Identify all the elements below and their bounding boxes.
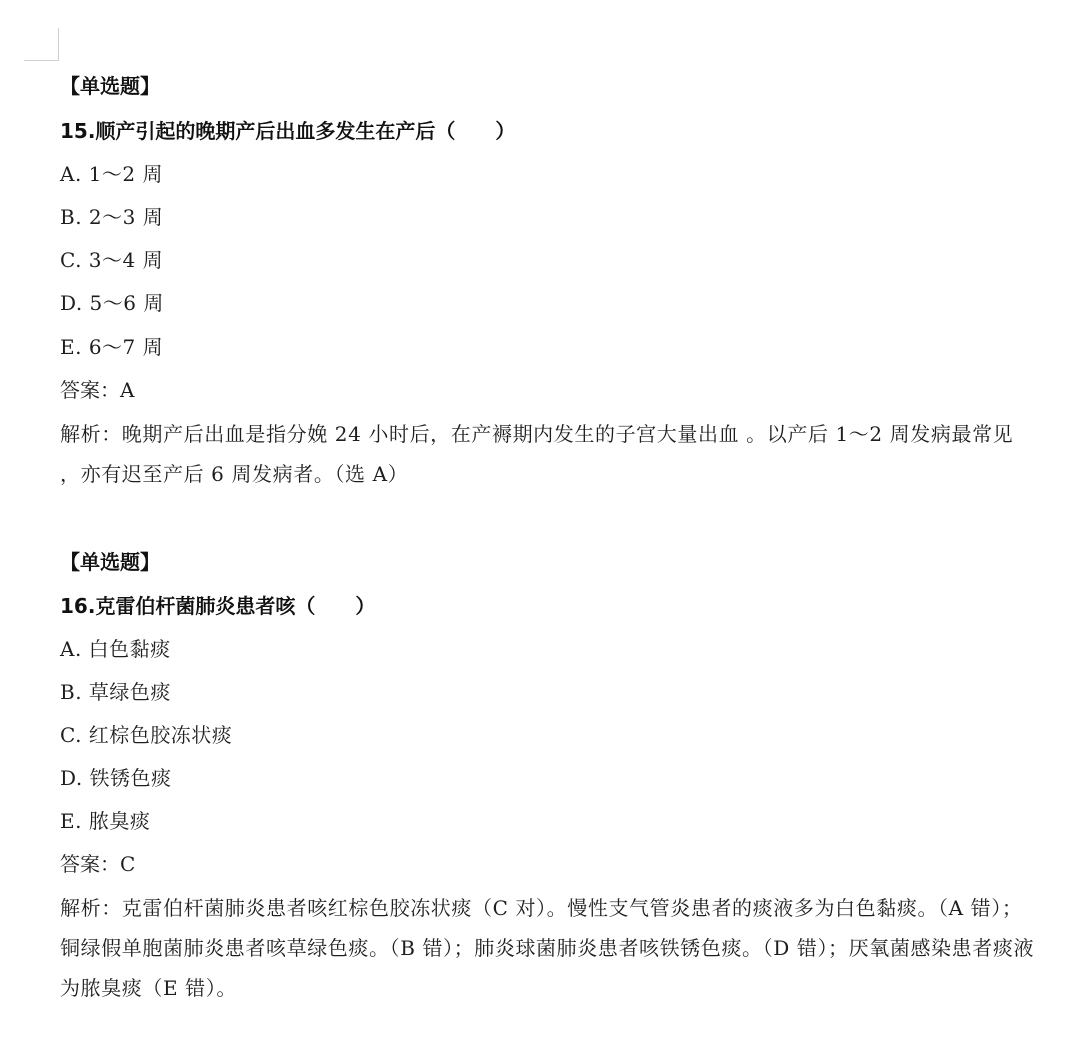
option-c: C. 3～4 周 [60,248,164,272]
option-e: E. 脓臭痰 [60,809,151,833]
option-e: E. 6～7 周 [60,335,164,359]
page-corner-mark [24,28,59,61]
answer: 答案：C [60,852,136,876]
option-a: A. 白色黏痰 [60,637,171,661]
option-b: B. 草绿色痰 [60,680,171,704]
question-type-tag: 【单选题】 [60,550,160,574]
option-a: A. 1～2 周 [60,162,163,186]
option-c: C. 红棕色胶冻状痰 [60,723,233,747]
analysis: 解析：晚期产后出血是指分娩 24 小时后，在产褥期内发生的子宫大量出血 。以产后 1～2 周发病最常见 ，亦有迟至产后 6 周发病者。（选 A） [60,422,1014,486]
question-stem: 16.克雷伯杆菌肺炎患者咳（ ） [60,594,376,618]
analysis: 解析：克雷伯杆菌肺炎患者咳红棕色胶冻状痰（C 对）。慢性支气管炎患者的痰液多为白色黏痰。（A 错）；铜绿假单胞菌肺炎患者咳草绿色痰。（B 错）；肺炎球菌肺炎患者咳铁锈色痰。（D 错）；厌氧菌感染患者痰液为脓臭痰（E 错）。 [60,896,1035,1000]
question-stem: 15.顺产引起的晚期产后出血多发生在产后（ ） [60,119,516,143]
option-d: D. 铁锈色痰 [60,766,172,790]
question-type-tag: 【单选题】 [60,74,160,98]
option-b: B. 2～3 周 [60,205,164,229]
answer: 答案：A [60,378,135,402]
option-d: D. 5～6 周 [60,291,164,315]
